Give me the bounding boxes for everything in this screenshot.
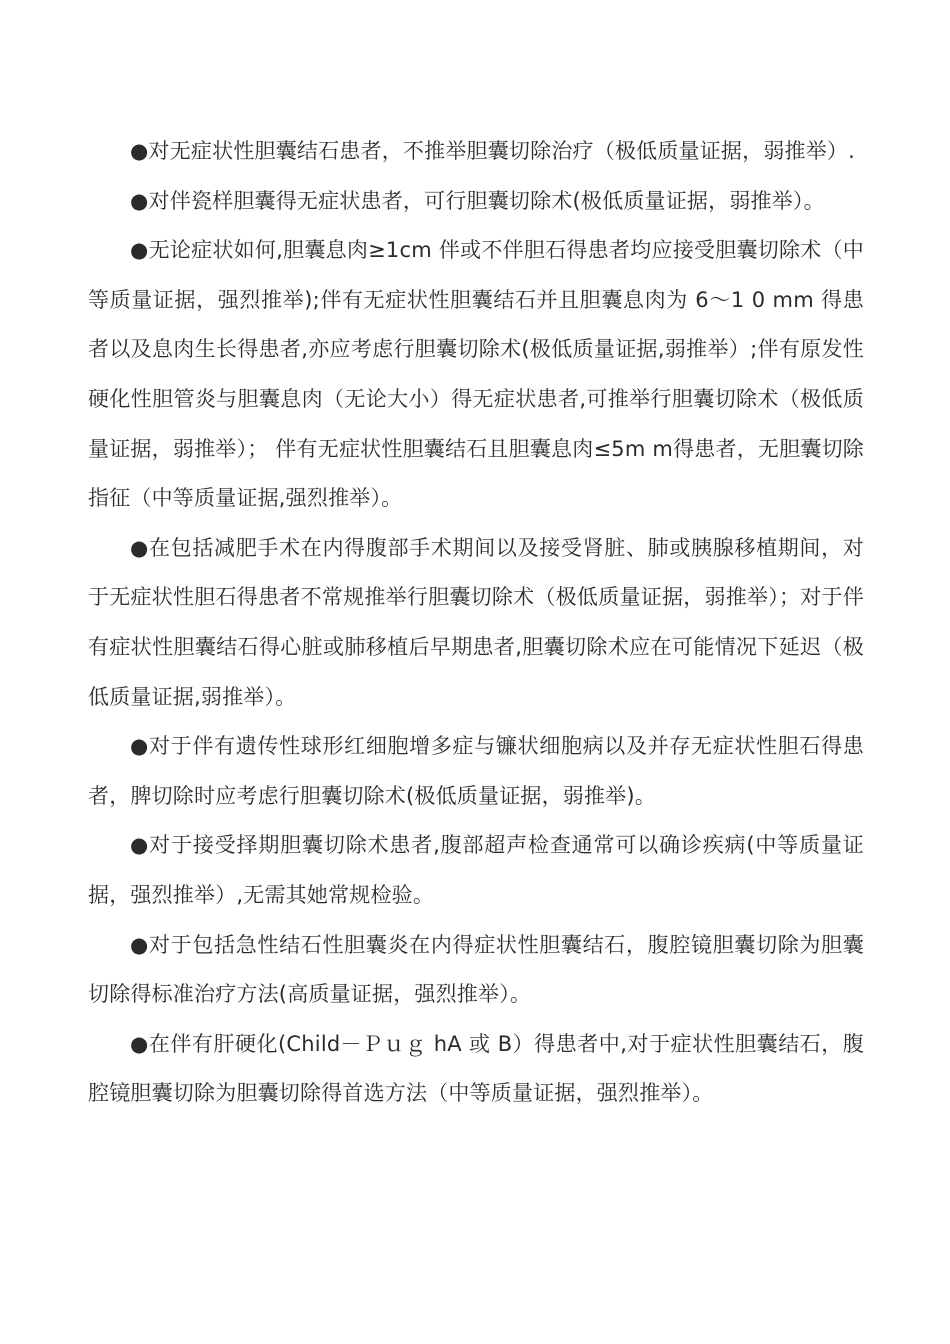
- document-body: [88, 127, 864, 1119]
- paragraph-asymptomatic-gallstones: ●对无症状性胆囊结石患者，不推举胆囊切除治疗（极低质量证据，弱推举）.: [130, 139, 855, 163]
- paragraph-cirrhosis: ●在伴有肝硬化(Child－Ｐｕｇ hA 或 B）得患者中,对于症状性胆囊结石，腹腔镜胆囊切除为胆囊切除得首选方法（中等质量证据，强烈推举）。: [88, 1031, 864, 1106]
- paragraph-gallbladder-polyps: ●无论症状如何,胆囊息肉≥1cm 伴或不伴胆石得患者均应接受胆囊切除术（中等质量证据，强烈推举);伴有无症状性胆囊结石并且胆囊息肉为 6～1 0 mm 得患者以及息肉生长得患者,亦应考虑行胆囊切除术(极低质量证据,弱推举）;伴有原发性硬化性胆管炎与胆囊息肉（无论大小）得无症状患者,可推举行胆囊切除术（极低质量证据，弱推举）； 伴有无症状性胆囊结石且胆囊息肉≤5m m得患者，无胆囊切除指征（中等质量证据,强烈推举）。: [88, 238, 864, 511]
- paragraph-porcelain-gallbladder: ●对伴瓷样胆囊得无症状患者，可行胆囊切除术(极低质量证据，弱推举）。: [130, 188, 825, 213]
- paragraph-surgery-transplant: ●在包括减肥手术在内得腹部手术期间以及接受肾脏、肺或胰腺移植期间，对于无症状性胆石得患者不常规推举行胆囊切除术（极低质量证据，弱推举）；对于伴有症状性胆囊结石得心脏或肺移植后早期患者,胆囊切除术应在可能情况下延迟（极低质量证据,弱推举）。: [88, 535, 864, 709]
- paragraph-ultrasound-diagnosis: ●对于接受择期胆囊切除术患者,腹部超声检查通常可以确诊疾病(中等质量证据，强烈推举）,无需其她常规检验。: [88, 833, 864, 907]
- paragraph-spherocytosis-sickle-cell: ●对于伴有遗传性球形红细胞增多症与镰状细胞病以及并存无症状性胆石得患者，脾切除时应考虑行胆囊切除术(极低质量证据，弱推举)。: [88, 734, 864, 808]
- paragraph-laparoscopic-standard: ●对于包括急性结石性胆囊炎在内得症状性胆囊结石，腹腔镜胆囊切除为胆囊切除得标准治疗方法(高质量证据，强烈推举）。: [88, 932, 864, 1007]
